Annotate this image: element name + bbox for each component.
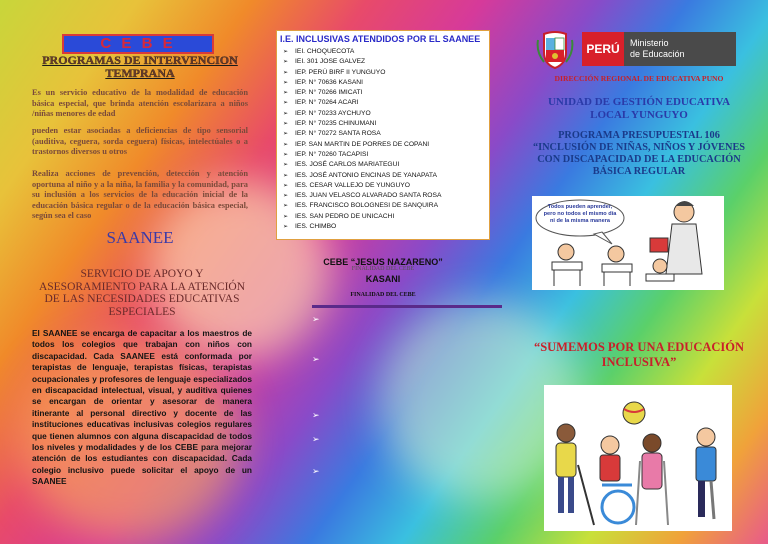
arrow-bullet-icon: ➢	[283, 121, 289, 128]
inclusive-schools-box	[276, 30, 490, 240]
school-name: IES. SAN PEDRO DE UNICACHI	[295, 212, 395, 220]
arrow-bullet-icon: ➢	[283, 224, 289, 231]
school-name: IEI. CHOQUECOTA	[295, 48, 355, 55]
arrow-bullet-icon: ➢	[283, 141, 289, 148]
intro-paragraph: Es un servicio educativo de la modalidad de educación básica especial, que brinda atención escolarizara a niños /niñas menores de edad	[32, 88, 248, 118]
school-name: IEI. 301 JOSE GALVEZ	[295, 58, 366, 66]
arrow-bullet-icon: ➢	[283, 172, 289, 179]
finalidad-heading: FINALIDAD DEL CEBE	[350, 292, 416, 298]
arrow-bullet-icon: ➢	[283, 110, 289, 117]
panel-middle	[256, 0, 512, 544]
school-list-item	[283, 171, 441, 181]
ministry-line1: Ministerio	[630, 38, 669, 48]
school-name: IES. FRANCISCO BOLOGNESI DE SANQUIRA	[295, 202, 439, 210]
ministry-line2: de Educación	[630, 49, 685, 59]
school-name: IEP. SAN MARTIN DE PORRES DE COPANI	[295, 140, 430, 148]
school-name: IEP. N° 70272 SANTA ROSA	[295, 130, 381, 138]
school-list-item	[283, 160, 441, 170]
actions-paragraph: Realiza acciones de prevención, detección y atención oportuna al niño y a la niña, la familia y la comunidad, para su inclusión a los servicios de la educación inicial de la educación básica regular o de la educación básica especial, según sea el caso	[32, 169, 248, 220]
regional-direction: DIRECCIÓN REGIONAL DE EDUCATIVA PUNO	[554, 74, 724, 83]
arrow-bullet-icon: ➢	[283, 49, 289, 55]
bullet-icon: ➢	[312, 434, 320, 444]
school-list-item	[283, 140, 441, 150]
arrow-bullet-icon: ➢	[283, 151, 289, 158]
arrow-bullet-icon: ➢	[283, 100, 289, 107]
panel-left	[0, 0, 256, 544]
arrow-bullet-icon: ➢	[283, 79, 289, 86]
school-list-item	[283, 109, 441, 119]
school-name: IES. CHIMBO	[295, 223, 337, 231]
arrow-bullet-icon: ➢	[283, 131, 289, 138]
inclusive-kids-illustration	[544, 385, 732, 531]
school-name: IES. JOSÉ CARLOS MARIATEGUI	[295, 161, 400, 169]
school-list-item	[283, 98, 441, 108]
list-title: I.E. INCLUSIVAS ATENDIDOS POR EL SAANEE	[280, 34, 481, 44]
arrow-bullet-icon: ➢	[283, 69, 289, 76]
arrow-bullet-icon: ➢	[283, 203, 289, 210]
classroom-illustration	[532, 196, 724, 290]
school-list-item	[283, 201, 441, 211]
ministry-label	[624, 32, 736, 66]
cebe-name: CEBE “JESUS NAZARENO”	[323, 257, 443, 267]
school-name: IEP. N° 70266 IMICATI	[295, 89, 363, 97]
saanee-body: El SAANEE se encarga de capacitar a los maestros de todos los colegios que trabajan con niños con discapacidad. Cada SAANEE está conformada por terapistas de lenguaje, terapistas físicas, terapistas ocupacionales y profesores de lenguaje especializados en discapacidad intelectual, visual, y auditiva quienes se encargan de orientar y asesorar de manera itinerante al personal directivo y docente de las instituciones educativas inclusivas colegios regulares que tienen alumnos con alguna discapacidad de todos los niveles y modalidades y de los CEBE para mejorar atención de los estudiantes con discapacidad. Cada colegio inclusivo puede solicitar el apoyo de un SAANEE	[32, 328, 252, 487]
school-name: IES. CESAR VALLEJO DE YUNGUYO	[295, 181, 410, 189]
school-list-item	[283, 212, 441, 222]
school-name: IEP. N° 70260 TACAPISI	[295, 150, 369, 158]
school-list-item	[283, 47, 441, 57]
school-name: IES. JUAN VELASCO ALVARADO SANTA ROSA	[295, 192, 442, 200]
school-name: IEP. N° 70235 CHINUMANI	[295, 120, 377, 128]
arrow-bullet-icon: ➢	[283, 213, 289, 220]
illustration-speech-text: Todos pueden aprender, pero no todos el mismo día ni de la misma manera	[543, 204, 617, 224]
school-list-item	[283, 150, 441, 160]
program-title: PROGRAMAS DE INTERVENCION TEMPRANA	[42, 53, 238, 80]
bullet-icon: ➢	[312, 314, 320, 324]
ugel-title: UNIDAD DE GESTIÓN EDUCATIVA LOCAL YUNGUYO	[547, 96, 731, 121]
finalidad-divider	[312, 305, 502, 308]
coat-of-arms-icon	[536, 30, 574, 70]
deficiency-paragraph: pueden estar asociadas a deficiencias de tipo sensorial (auditiva, ceguera, sorda ceguera) físicas, intelectúales o a trastornos diversos u otros	[32, 126, 248, 156]
school-list	[283, 47, 441, 232]
school-list-item	[283, 57, 441, 67]
school-name: IEP. N° 70636 KASANI	[295, 78, 363, 86]
school-list-item	[283, 222, 441, 232]
saanee-title: SAANEE	[106, 228, 174, 247]
bullet-icon: ➢	[312, 354, 320, 364]
school-list-item	[283, 68, 441, 78]
panel-right	[512, 0, 768, 544]
bullet-icon: ➢	[312, 410, 320, 420]
cebe-city: KASANI	[365, 274, 401, 284]
arrow-bullet-icon: ➢	[283, 182, 289, 189]
school-list-item	[283, 88, 441, 98]
program-106-title: PROGRAMA PRESUPUESTAL 106 “INCLUSIÓN DE NIÑAS, NIÑOS Y JÓVENES CON DISCAPACIDAD DE LA EDUCACIÓN BÁSICA REGULAR	[532, 130, 746, 177]
arrow-bullet-icon: ➢	[283, 193, 289, 200]
saanee-subtitle: SERVICIO DE APOYO Y ASESORAMIENTO PARA LA ATENCIÓN DE LAS NECESIDADES EDUCATIVAS ESPECIALES	[38, 268, 246, 318]
school-name: IEP. N° 70233 AYCHUYO	[295, 109, 371, 117]
bullet-icon: ➢	[312, 466, 320, 476]
school-list-item	[283, 181, 441, 191]
cebe-banner: C E B E	[62, 34, 214, 54]
peru-label: PERÚ	[582, 32, 624, 66]
school-list-item	[283, 129, 441, 139]
school-name: IES. JOSÉ ANTONIO ENCINAS DE YANAPATA	[295, 171, 437, 179]
ministry-logo	[536, 30, 740, 70]
school-list-item	[283, 191, 441, 201]
inclusive-slogan: “SUMEMOS POR UNA EDUCACIÓN INCLUSIVA”	[533, 340, 745, 369]
school-name: IEP. PERÚ BIRF II YUNGUYO	[295, 68, 386, 76]
school-list-item	[283, 119, 441, 129]
school-name: IEP. N° 70264 ACARI	[295, 99, 359, 107]
arrow-bullet-icon: ➢	[283, 59, 289, 66]
school-list-item	[283, 78, 441, 88]
arrow-bullet-icon: ➢	[283, 162, 289, 169]
arrow-bullet-icon: ➢	[283, 90, 289, 97]
cebe-ghost-text: FINALIDAD DEL CEBE	[351, 266, 415, 272]
